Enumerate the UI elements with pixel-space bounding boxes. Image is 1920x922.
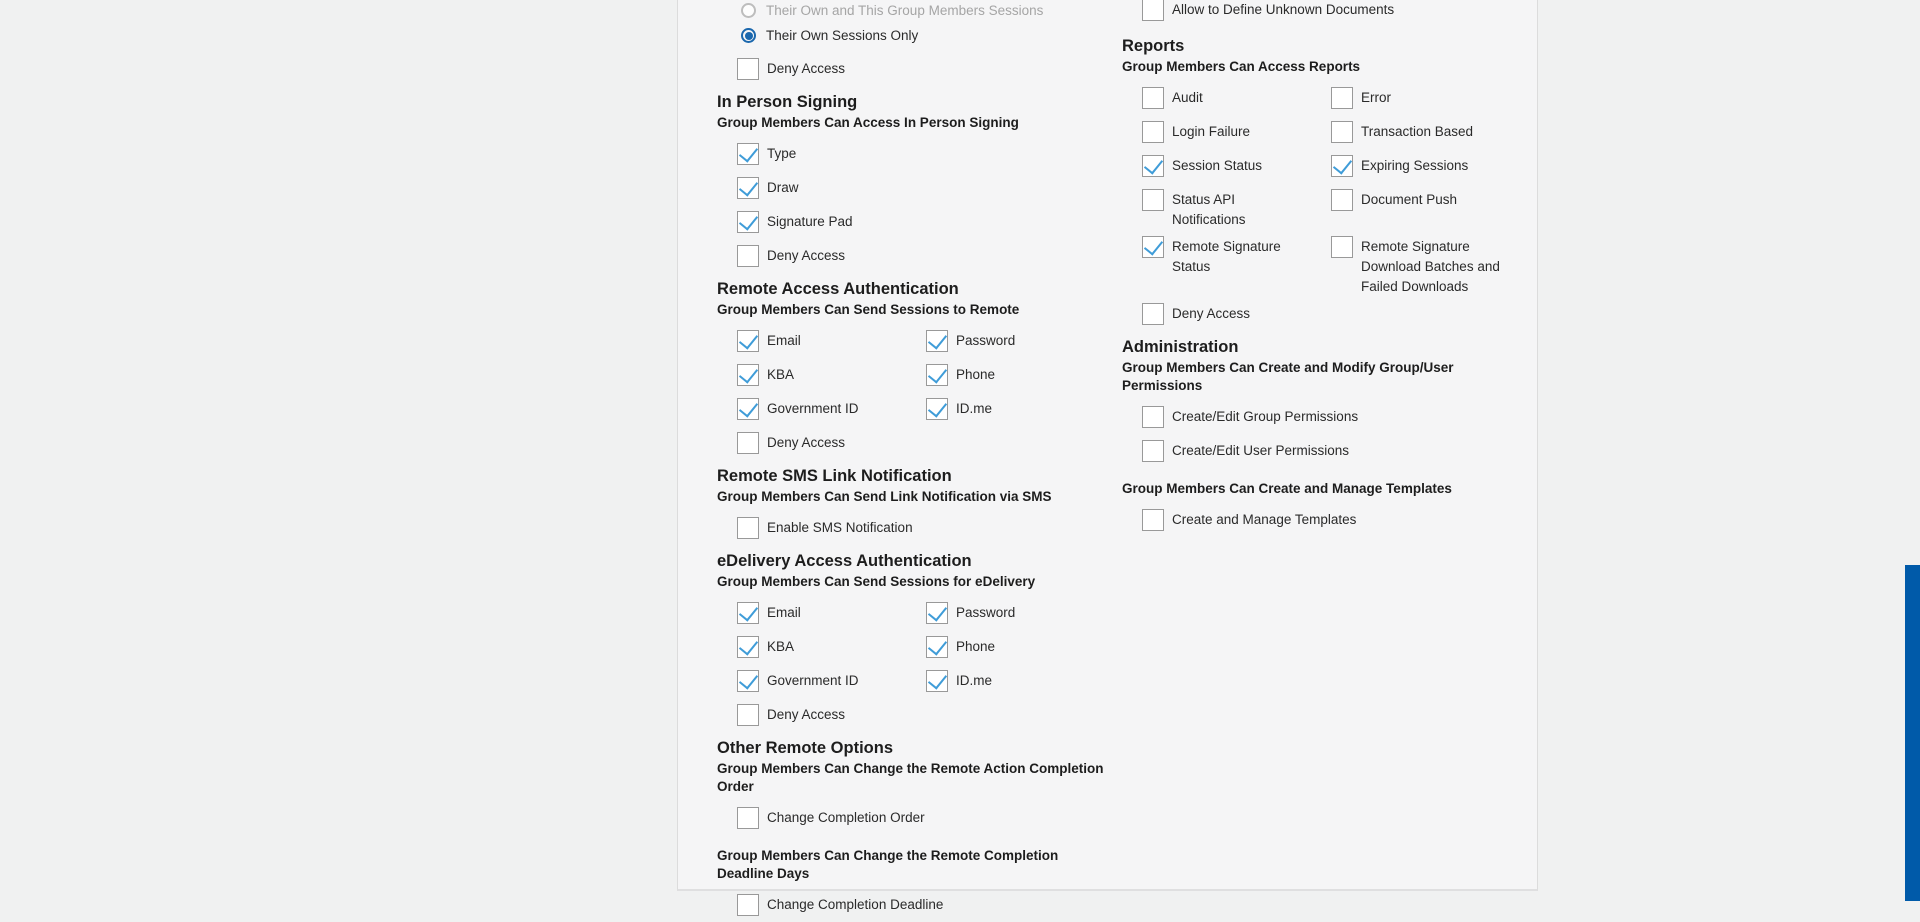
- checkbox-draw[interactable]: [737, 177, 759, 199]
- section-title-reports: Reports: [1122, 37, 1185, 55]
- checkbox-row: [1122, 183, 1311, 230]
- checkbox-label: Signature Pad: [767, 214, 853, 229]
- section-title-remote-access-authentication: Remote Access Authentication: [717, 280, 959, 298]
- checkbox-create-and-manage-templates[interactable]: [1142, 509, 1164, 531]
- checkbox-allow-to-define-unknown-documents[interactable]: [1142, 0, 1164, 21]
- checkbox-grid: [717, 511, 1117, 545]
- checkbox-row: [717, 324, 906, 358]
- checkbox-password[interactable]: [926, 602, 948, 624]
- checkbox-grid: [1122, 503, 1522, 537]
- radio-label: Their Own Sessions Only: [766, 27, 919, 43]
- section-title-edelivery-access-authentication: eDelivery Access Authentication: [717, 552, 972, 570]
- checkbox-label: Type: [767, 146, 797, 161]
- checkbox-change-completion-order[interactable]: [737, 807, 759, 829]
- group-subtitle: Group Members Can Send Link Notification via SMS: [717, 489, 1052, 504]
- checkbox-row: [717, 801, 1117, 835]
- checkbox-grid: [717, 801, 1117, 835]
- checkbox-row: [1122, 81, 1311, 115]
- checkbox-row: [717, 888, 1117, 922]
- check-icon: [739, 176, 758, 196]
- check-icon: [928, 363, 947, 383]
- checkbox-label: Phone: [956, 367, 996, 382]
- checkbox-label: Document Push: [1361, 192, 1458, 207]
- checkbox-row: [1311, 183, 1522, 230]
- check-icon: [928, 601, 947, 621]
- checkbox-deny-access[interactable]: [737, 245, 759, 267]
- group-subtitle: Group Members Can Access In Person Signing: [717, 115, 1019, 130]
- permission-group: [1122, 359, 1522, 468]
- group-subtitle: Group Members Can Access Reports: [1122, 59, 1361, 74]
- section-title-remote-sms-link-notification: Remote SMS Link Notification: [717, 467, 952, 485]
- checkbox-grid: [1122, 400, 1522, 468]
- check-icon: [928, 669, 947, 689]
- checkbox-remote-signature-status[interactable]: [1142, 236, 1164, 258]
- checkbox-row: [906, 324, 1117, 358]
- checkbox-row: [717, 239, 1117, 273]
- checkbox-row: [1122, 115, 1311, 149]
- checkbox-type[interactable]: [737, 143, 759, 165]
- checkbox-row: [1122, 149, 1311, 183]
- checkbox-label: Expiring Sessions: [1361, 158, 1469, 173]
- checkbox-label: Create/Edit Group Permissions: [1172, 409, 1359, 424]
- checkbox-row: [717, 596, 906, 630]
- checkbox-session-status[interactable]: [1142, 155, 1164, 177]
- check-icon: [1144, 154, 1163, 174]
- group-subtitle: Group Members Can Create and Manage Templates: [1122, 481, 1452, 496]
- checkbox-label: Session Status: [1172, 158, 1263, 173]
- check-icon: [1144, 235, 1163, 255]
- checkbox-row: [1122, 400, 1522, 434]
- checkbox-row: [1122, 434, 1522, 468]
- group-subtitle: Group Members Can Create and Modify Group/User Permissions: [1122, 360, 1454, 393]
- checkbox-label: ID.me: [956, 673, 993, 688]
- checkbox-email[interactable]: [737, 602, 759, 624]
- checkbox-deny-access[interactable]: [737, 432, 759, 454]
- checkbox-grid: [1122, 81, 1522, 331]
- checkbox-row: [717, 171, 1117, 205]
- checkbox-expiring-sessions[interactable]: [1331, 155, 1353, 177]
- checkbox-label: Create and Manage Templates: [1172, 512, 1357, 527]
- checkbox-row: [1311, 230, 1522, 297]
- checkbox-deny-access[interactable]: [737, 704, 759, 726]
- checkbox-audit[interactable]: [1142, 87, 1164, 109]
- checkbox-row: [717, 698, 906, 732]
- checkbox-deny-access[interactable]: [737, 58, 759, 80]
- checkbox-label: Create/Edit User Permissions: [1172, 443, 1350, 458]
- checkbox-label: Draw: [767, 180, 799, 195]
- checkbox-row: [906, 358, 1117, 392]
- checkbox-kba[interactable]: [737, 636, 759, 658]
- checkbox-label: KBA: [767, 639, 795, 654]
- permission-group: [717, 114, 1117, 273]
- permission-group: [717, 847, 1117, 922]
- check-icon: [739, 210, 758, 230]
- checkbox-row: [717, 630, 906, 664]
- checkbox-government-id[interactable]: [737, 670, 759, 692]
- scrollbar-thumb[interactable]: [1905, 565, 1920, 901]
- permission-group: [1122, 480, 1522, 537]
- checkbox-row: [717, 205, 1117, 239]
- check-icon: [928, 329, 947, 349]
- checkbox-label: Status API Notifications: [1172, 192, 1246, 227]
- checkbox-grid: [717, 596, 1117, 732]
- checkbox-label: Deny Access: [767, 61, 846, 76]
- checkbox-label: Deny Access: [1172, 306, 1251, 321]
- check-icon: [739, 601, 758, 621]
- permission-group: [1122, 58, 1522, 331]
- checkbox-change-completion-deadline[interactable]: [737, 894, 759, 916]
- checkbox-create-edit-group-permissions[interactable]: [1142, 406, 1164, 428]
- section-title-other-remote-options: Other Remote Options: [717, 739, 894, 757]
- permission-group: [717, 301, 1117, 460]
- checkbox-label: Audit: [1172, 90, 1203, 105]
- checkbox-email[interactable]: [737, 330, 759, 352]
- checkbox-label: Government ID: [767, 401, 859, 416]
- checkbox-login-failure[interactable]: [1142, 121, 1164, 143]
- checkbox-row: [717, 426, 906, 460]
- group-subtitle: Group Members Can Send Sessions for eDelivery: [717, 574, 1036, 589]
- check-icon: [739, 635, 758, 655]
- checkbox-label: Email: [767, 333, 801, 348]
- checkbox-label: Phone: [956, 639, 996, 654]
- check-icon: [928, 397, 947, 417]
- checkbox-label: Password: [956, 333, 1016, 348]
- checkbox-label: Deny Access: [767, 435, 846, 450]
- checkbox-row: [1311, 81, 1522, 115]
- group-subtitle: Group Members Can Change the Remote Action Completion Order: [717, 761, 1104, 794]
- checkbox-row: [906, 664, 1117, 698]
- checkbox-label: Deny Access: [767, 707, 846, 722]
- checkbox-label: Email: [767, 605, 801, 620]
- check-icon: [739, 142, 758, 162]
- checkbox-status-api-notifications[interactable]: [1142, 189, 1164, 211]
- section-title-in-person-signing: In Person Signing: [717, 93, 858, 111]
- check-icon: [1333, 154, 1352, 174]
- radio-row: [717, 0, 1117, 23]
- checkbox-label: Remote Signature Download Batches and Failed Downloads: [1361, 239, 1500, 294]
- checkbox-password[interactable]: [926, 330, 948, 352]
- group-subtitle: Group Members Can Send Sessions to Remote: [717, 302, 1020, 317]
- checkbox-row: [717, 511, 1117, 545]
- checkbox-label: Remote Signature Status: [1172, 239, 1281, 274]
- checkbox-label: ID.me: [956, 401, 993, 416]
- checkbox-label: Password: [956, 605, 1016, 620]
- checkbox-row: [1311, 115, 1522, 149]
- checkbox-row: [717, 137, 1117, 171]
- checkbox-row: [1122, 230, 1311, 297]
- checkbox-row: [717, 52, 1117, 86]
- right-permissions-column: [1122, 0, 1522, 537]
- checkbox-row: [1311, 149, 1522, 183]
- checkbox-document-push[interactable]: [1331, 189, 1353, 211]
- check-icon: [928, 635, 947, 655]
- checkbox-row: [717, 392, 906, 426]
- checkbox-label: Change Completion Order: [767, 810, 925, 825]
- checkbox-remote-signature-download-batches-and-failed-downloads[interactable]: [1331, 236, 1353, 258]
- checkbox-deny-access[interactable]: [1142, 303, 1164, 325]
- checkbox-row: [717, 664, 906, 698]
- checkbox-label: Government ID: [767, 673, 859, 688]
- checkbox-label: Change Completion Deadline: [767, 897, 944, 912]
- checkbox-row: [906, 596, 1117, 630]
- checkbox-label: Deny Access: [767, 248, 846, 263]
- permission-group: [717, 573, 1117, 732]
- checkbox-create-edit-user-permissions[interactable]: [1142, 440, 1164, 462]
- checkbox-grid: [717, 888, 1117, 922]
- checkbox-row: [717, 358, 906, 392]
- radio-their-own-sessions-only[interactable]: [741, 28, 756, 43]
- checkbox-row: [1122, 297, 1311, 331]
- permissions-panel: [677, 0, 1538, 912]
- checkbox-label: Error: [1361, 90, 1391, 105]
- checkbox-row: [906, 630, 1117, 664]
- checkbox-grid: [717, 324, 1117, 460]
- check-icon: [739, 669, 758, 689]
- checkbox-row: [1122, 0, 1522, 27]
- check-icon: [739, 329, 758, 349]
- check-icon: [739, 363, 758, 383]
- permission-group: [717, 760, 1117, 835]
- checkbox-label: Transaction Based: [1361, 124, 1474, 139]
- checkbox-error[interactable]: [1331, 87, 1353, 109]
- checkbox-kba[interactable]: [737, 364, 759, 386]
- checkbox-government-id[interactable]: [737, 398, 759, 420]
- radio-their-own-and-this-group-members-sessions[interactable]: [741, 3, 756, 18]
- permission-group: [717, 488, 1117, 545]
- checkbox-grid: [717, 137, 1117, 273]
- checkbox-row: [906, 392, 1117, 426]
- checkbox-id-me[interactable]: [926, 398, 948, 420]
- checkbox-label: Allow to Define Unknown Documents: [1172, 2, 1395, 17]
- radio-row: [717, 23, 1117, 48]
- left-permissions-column: [717, 0, 1117, 922]
- checkbox-label: KBA: [767, 367, 795, 382]
- checkbox-label: Enable SMS Notification: [767, 520, 913, 535]
- section-title-administration: Administration: [1122, 338, 1239, 356]
- radio-label: Their Own and This Group Members Sessions: [766, 2, 1044, 18]
- check-icon: [739, 397, 758, 417]
- checkbox-signature-pad[interactable]: [737, 211, 759, 233]
- checkbox-phone[interactable]: [926, 636, 948, 658]
- checkbox-id-me[interactable]: [926, 670, 948, 692]
- checkbox-enable-sms-notification[interactable]: [737, 517, 759, 539]
- checkbox-label: Login Failure: [1172, 124, 1251, 139]
- checkbox-phone[interactable]: [926, 364, 948, 386]
- checkbox-transaction-based[interactable]: [1331, 121, 1353, 143]
- checkbox-row: [1122, 503, 1522, 537]
- group-subtitle: Group Members Can Change the Remote Completion Deadline Days: [717, 848, 1059, 881]
